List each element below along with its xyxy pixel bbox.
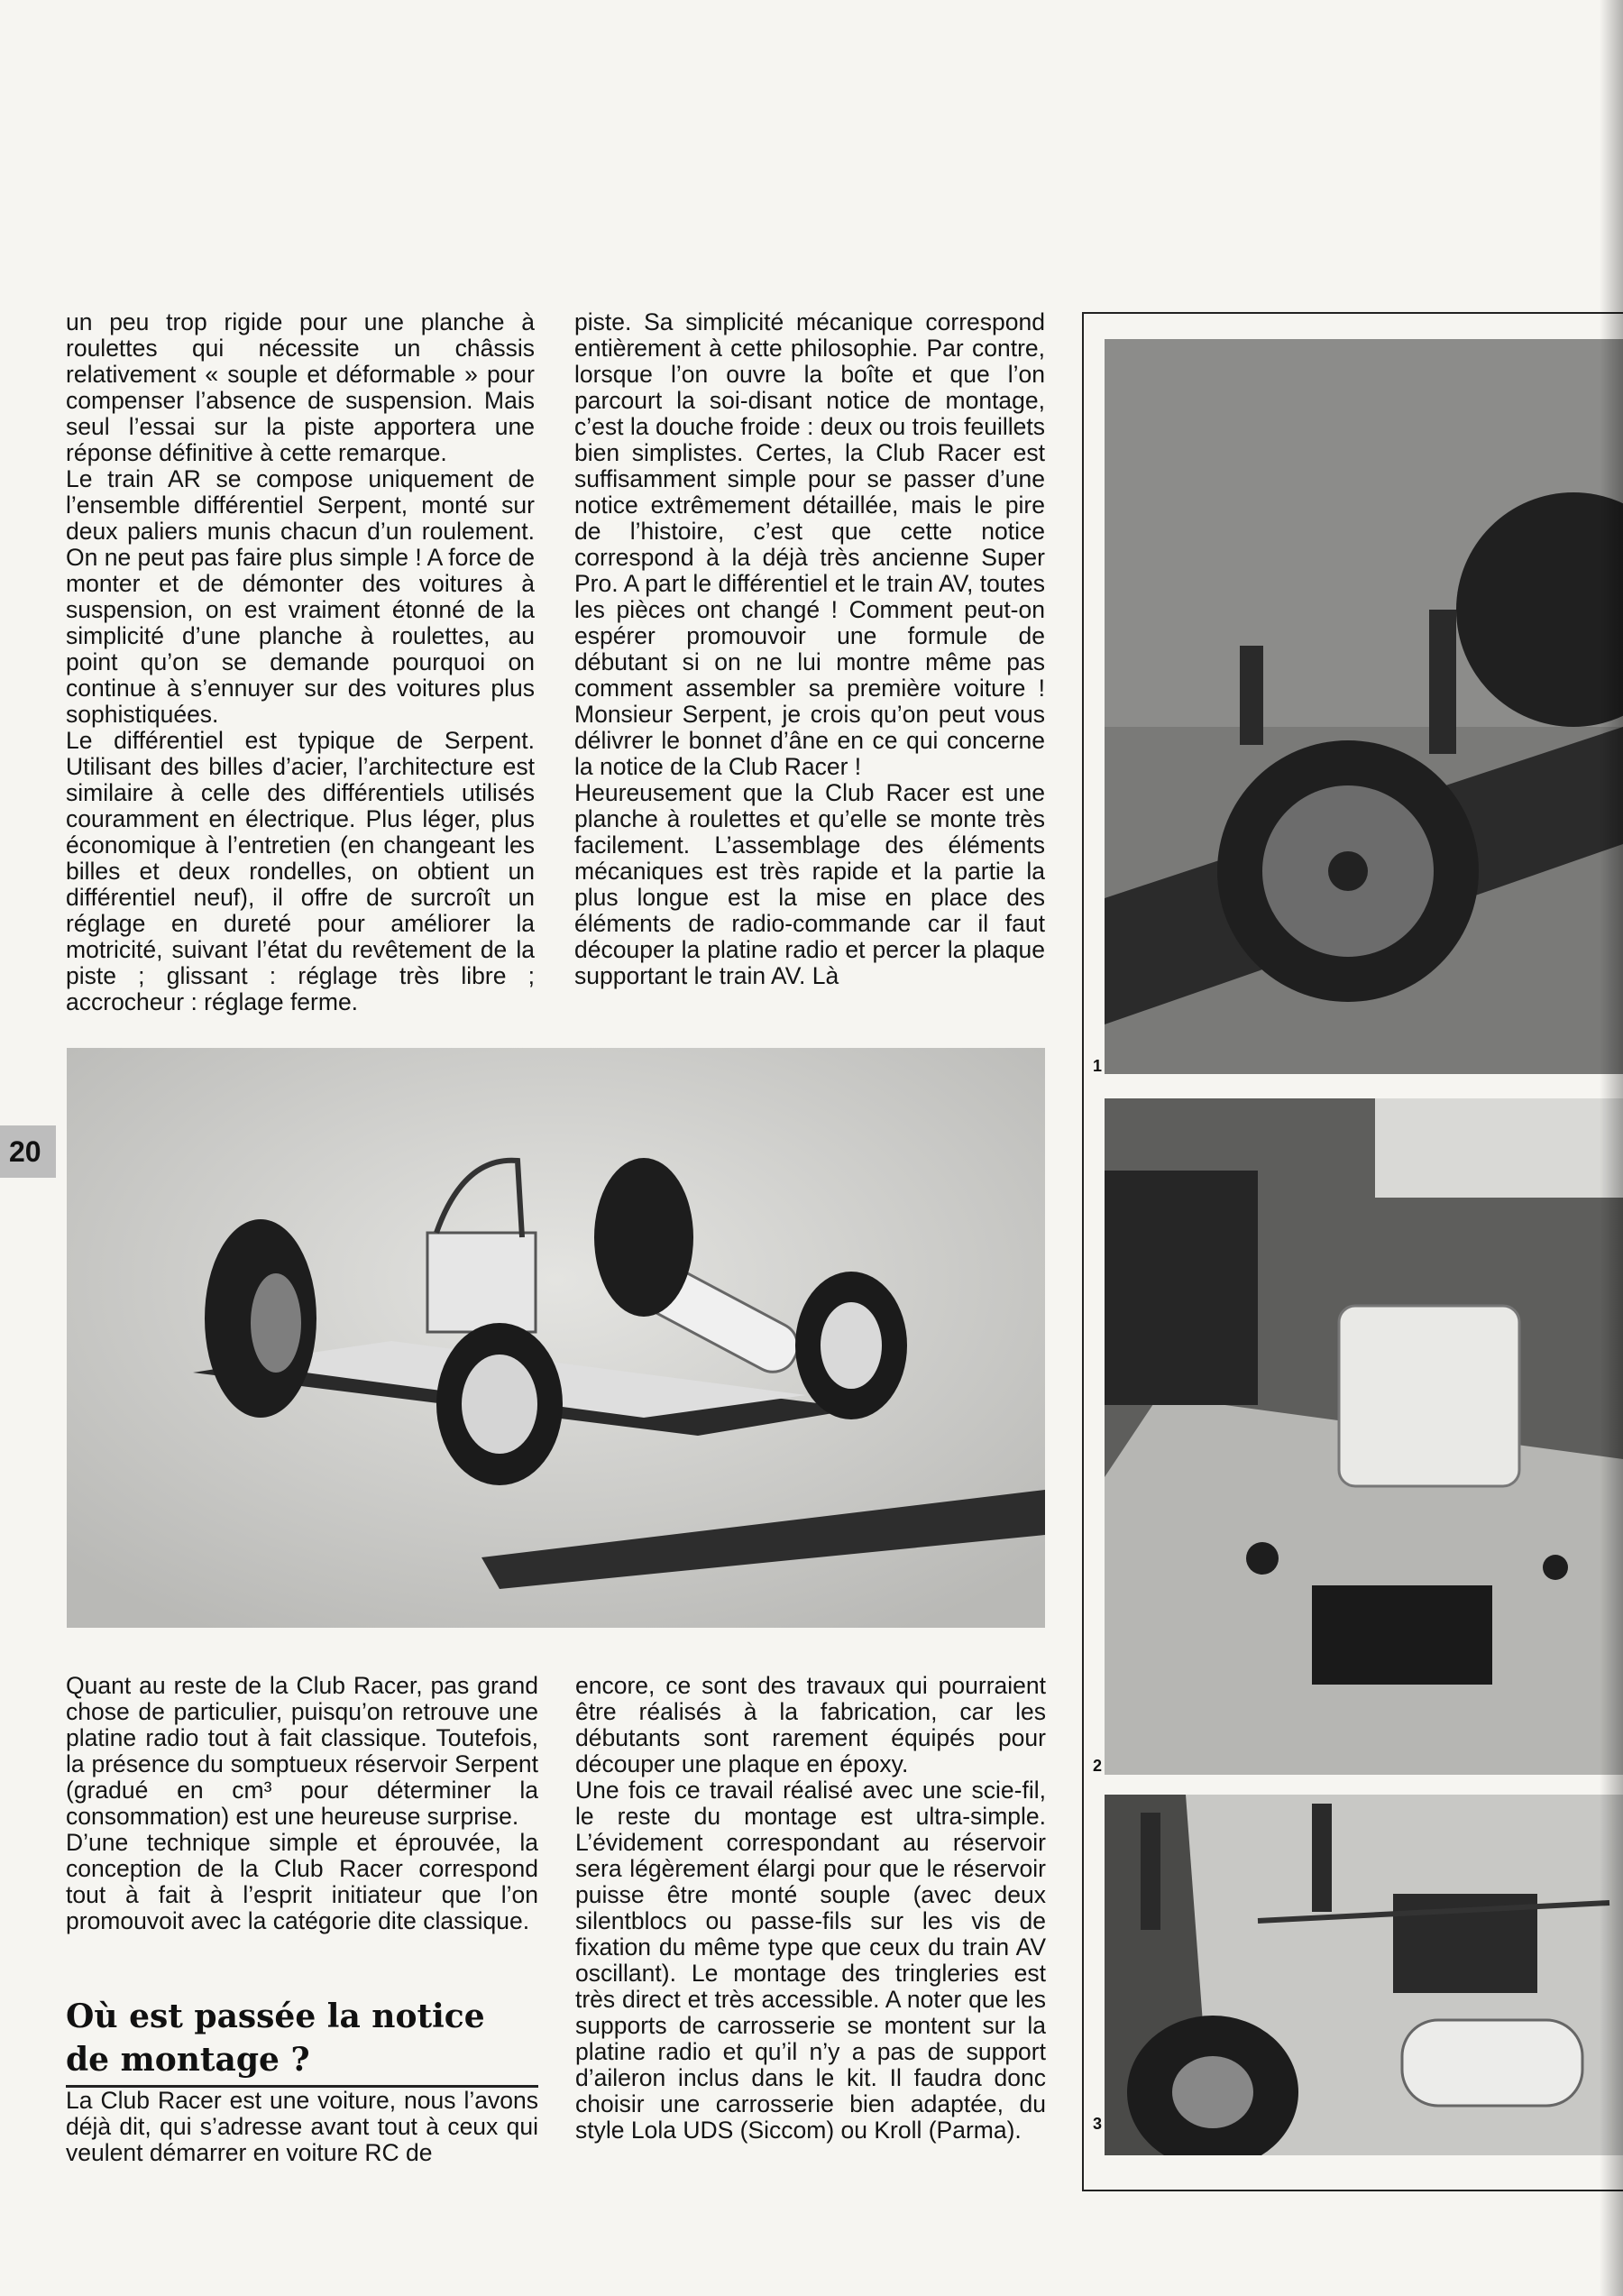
paragraph: D’une technique simple et éprouvée, la conception de la Club Racer correspond tout à fait à l’esprit initiateur que l’on promouvoit avec la catégorie dite classique.: [66, 1829, 538, 1934]
figure-label-2: 2: [1093, 1757, 1103, 1775]
car-photo-main: [67, 1048, 1045, 1628]
photo-2-radio-plate: [1105, 1098, 1623, 1775]
figure-label-3: 3: [1093, 2115, 1103, 2133]
photo-3-chassis-detail: [1105, 1795, 1623, 2155]
article-column-2: [574, 309, 1045, 989]
paragraph: La Club Racer est une voiture, nous l’avons déjà dit, qui s’adresse avant tout à ceux qui veulent démarrer en voiture RC de: [66, 2087, 538, 2166]
article-column-4: [575, 1673, 1046, 2144]
paragraph: encore, ce sont des travaux qui pourraient être réalisés à la fabrication, car les débutants sont rarement équipés pour découper une plaque en époxy.: [575, 1672, 1046, 1777]
page-binding-shadow: [1600, 0, 1623, 2296]
paragraph: Le train AR se compose uniquement de l’ensemble différentiel Serpent, monté sur deux paliers munis chacun d’un roulement. On ne peut pas faire plus simple ! A force de monter et de démonter des voitures à suspension, on est vraiment étonné de la simplicité d’une planche à roulettes, au point qu’on se demande pourquoi on continue à s’ennuyer sur des voitures plus sophistiquées.: [66, 465, 535, 728]
paragraph: Le différentiel est typique de Serpent. Utilisant des billes d’acier, l’architecture est similaire à celle des différentiels utilisés couramment en électrique. Plus léger, plus économique à l’entretien (en changeant les billes et deux rondelles, on obtient un différentiel neuf), il offre de surcroît un réglage en dureté pour améliorer la motricité, suivant l’état du revêtement de la piste ; glissant : réglage très libre ; accrocheur : réglage ferme.: [66, 727, 535, 1015]
paragraph: Une fois ce travail réalisé avec une scie-fil, le reste du montage est ultra-simple. L’évidement correspondant au réservoir sera légèrement élargi pour que le réservoir puisse être monté souple (avec deux silentblocs ou passe-fils sur les vis de fixation du même type que ceux du train AV oscillant). Le montage des tringleries est très direct et très accessible. A noter que les supports de carrosserie se montent sur la platine radio et qu’il n’y a pas de support d’aileron inclus dans le kit. Il faudra donc choisir une carrosserie bien adaptée, du style Lola UDS (Siccom) ou Kroll (Parma).: [575, 1777, 1046, 2144]
paragraph: piste. Sa simplicité mécanique correspond entièrement à cette philosophie. Par contre, lorsque l’on ouvre la boîte et que l’on parcourt la soi-disant notice de montage, c’est la douche froide : deux ou trois feuillets bien simplistes. Certes, la Club Racer est suffisamment simple pour se passer d’une notice extrêmement détaillée, mais le pire de l’histoire, c’est que cette notice correspond à la déjà très ancienne Super Pro. A part le différentiel et le train AV, toutes les pièces ont changé ! Comment peut-on espérer promouvoir une formule de débutant si on ne lui montre même pas comment assembler sa première voiture ! Monsieur Serpent, je crois qu’on peut vous délivrer le bonnet d’âne en ce qui concerne la notice de la Club Racer !: [574, 308, 1045, 780]
figure-label-1: 1: [1093, 1057, 1103, 1075]
article-column-1: [66, 309, 535, 1015]
paragraph: Heureusement que la Club Racer est une planche à roulettes et qu’elle se monte très facilement. L’assemblage des éléments mécaniques est très rapide et la partie la plus longue est la mise en place des éléments de radio-commande car il faut découper la platine radio et percer la plaque supportant le train AV. Là: [574, 779, 1045, 989]
page-number: 20: [9, 1135, 41, 1168]
photo-1-rear-wheel: [1105, 339, 1623, 1074]
section-heading: Où est passée la notice de montage ?: [66, 1995, 538, 2088]
article-column-3b: [66, 2088, 538, 2166]
article-column-3: [66, 1673, 538, 1934]
paragraph: un peu trop rigide pour une planche à roulettes qui nécessite un châssis relativement « souple et déformable » pour compenser l’absence de suspension. Mais seul l’essai sur la piste apportera une réponse définitive à cette remarque.: [66, 308, 535, 466]
paragraph: Quant au reste de la Club Racer, pas grand chose de particulier, puisqu’on retrouve une platine radio tout à fait classique. Toutefois, la présence du somptueux réservoir Serpent (gradué en cm³ pour déterminer la consommation) est une heureuse surprise.: [66, 1672, 538, 1830]
